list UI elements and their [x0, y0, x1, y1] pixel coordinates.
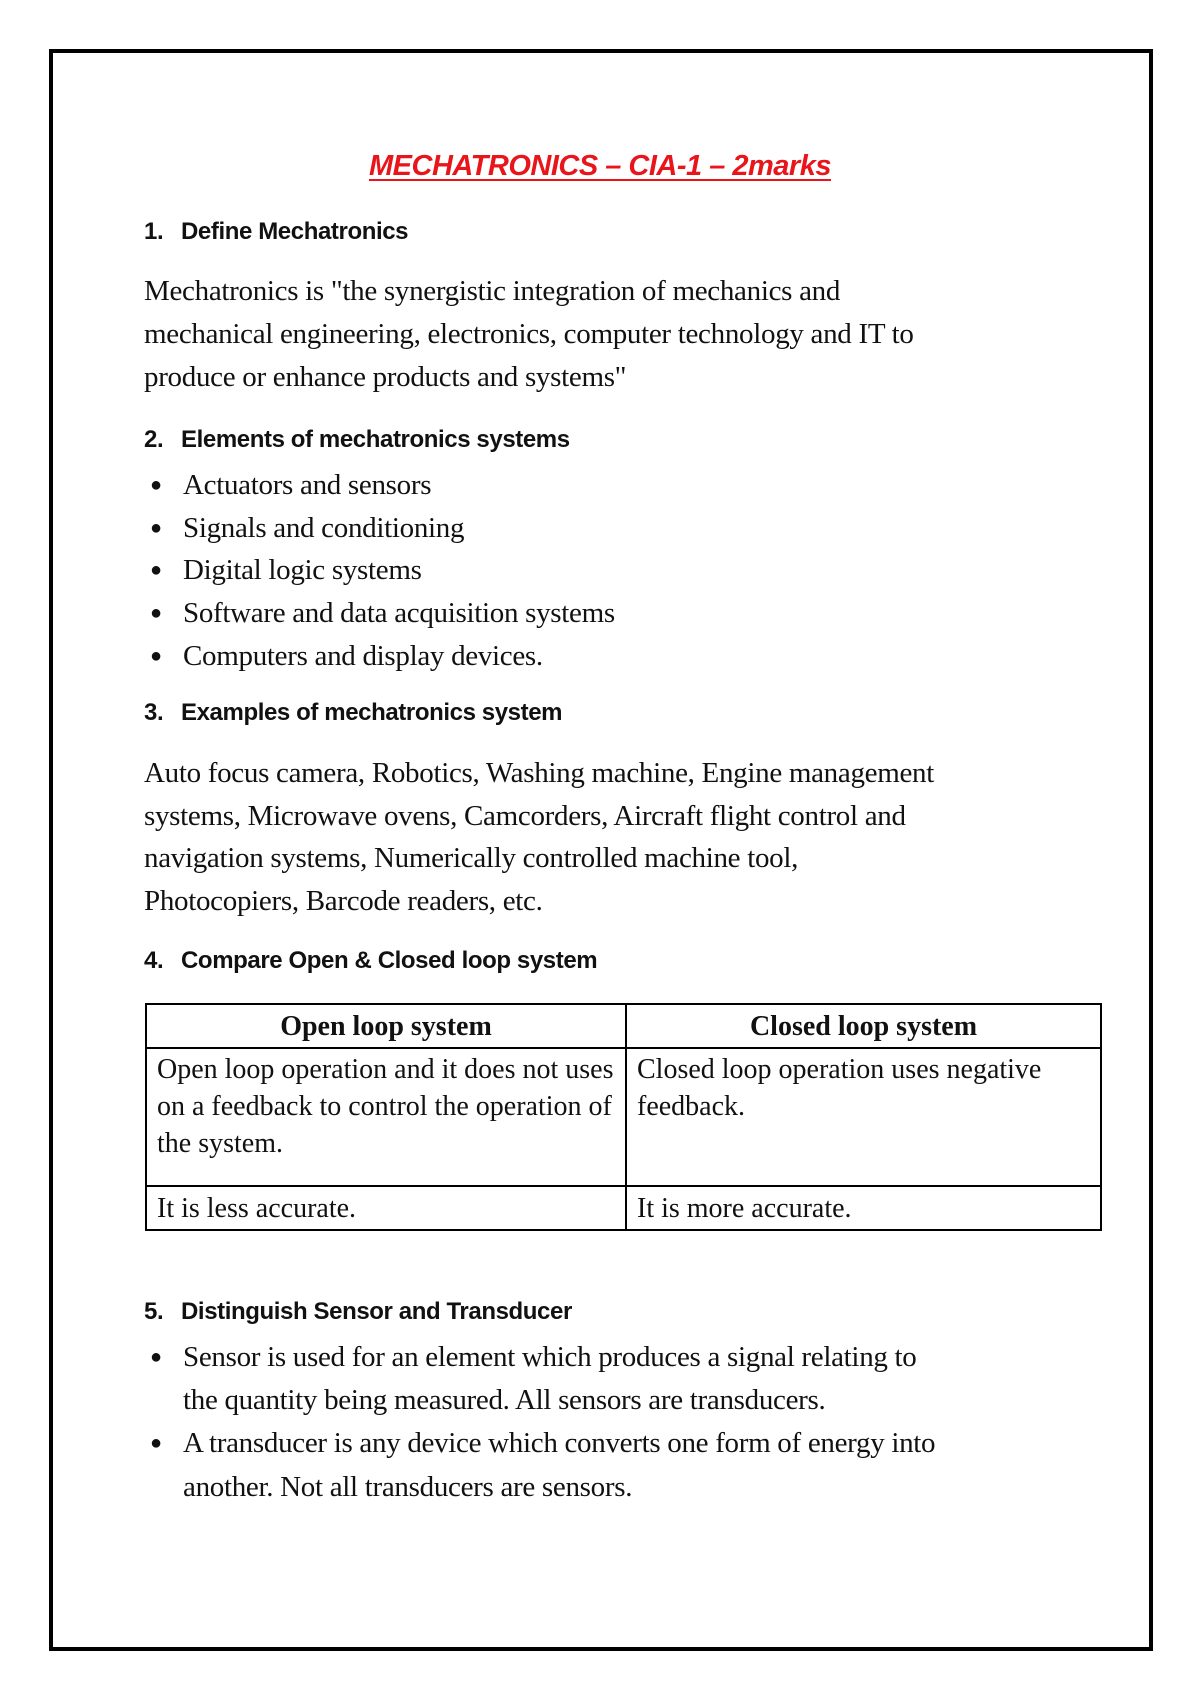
- bullet-icon: ●: [150, 517, 162, 539]
- bullet-icon: ●: [150, 1346, 162, 1368]
- comparison-table: [145, 1003, 1102, 1231]
- bullet-icon: ●: [150, 1432, 162, 1454]
- section-1-paragraph-line: Mechatronics is "the synergistic integration of mechanics and: [144, 275, 841, 307]
- bullet-icon: ●: [150, 645, 162, 667]
- table-row: [146, 1048, 1101, 1186]
- section-2-heading: 2. Elements of mechatronics systems: [144, 426, 570, 453]
- section-3-paragraph-line: systems, Microwave ovens, Camcorders, Aircraft flight control and: [144, 800, 906, 832]
- section-1-paragraph-line: mechanical engineering, electronics, computer technology and IT to: [144, 318, 914, 350]
- table-header-cell: Closed loop system: [626, 1004, 1101, 1048]
- section-3-heading: 3. Examples of mechatronics system: [144, 699, 563, 726]
- bullet-icon: ●: [150, 474, 162, 496]
- section-3-paragraph-line: Auto focus camera, Robotics, Washing machine, Engine management: [144, 757, 934, 789]
- section-3-paragraph-line: navigation systems, Numerically controlled machine tool,: [144, 842, 799, 874]
- bullet-icon: ●: [150, 602, 162, 624]
- table-cell: It is more accurate.: [626, 1186, 1101, 1230]
- table-cell: Closed loop operation uses negative feedback.: [626, 1048, 1101, 1186]
- table-cell: It is less accurate.: [146, 1186, 626, 1230]
- table-header-cell: Open loop system: [146, 1004, 626, 1048]
- section-3-paragraph-line: Photocopiers, Barcode readers, etc.: [144, 885, 543, 917]
- bullet-icon: ●: [150, 559, 162, 581]
- table-row: [146, 1186, 1101, 1230]
- section-5-heading: 5. Distinguish Sensor and Transducer: [144, 1298, 572, 1325]
- table-cell: Open loop operation and it does not uses on a feedback to control the operation of the system.: [146, 1048, 626, 1186]
- section-1-paragraph-line: produce or enhance products and systems": [144, 361, 627, 393]
- section-1-heading: 1. Define Mechatronics: [144, 218, 409, 245]
- table-header-row: [146, 1004, 1101, 1048]
- document-title: MECHATRONICS – CIA-1 – 2marks: [369, 150, 831, 182]
- section-4-heading: 4. Compare Open & Closed loop system: [144, 947, 598, 974]
